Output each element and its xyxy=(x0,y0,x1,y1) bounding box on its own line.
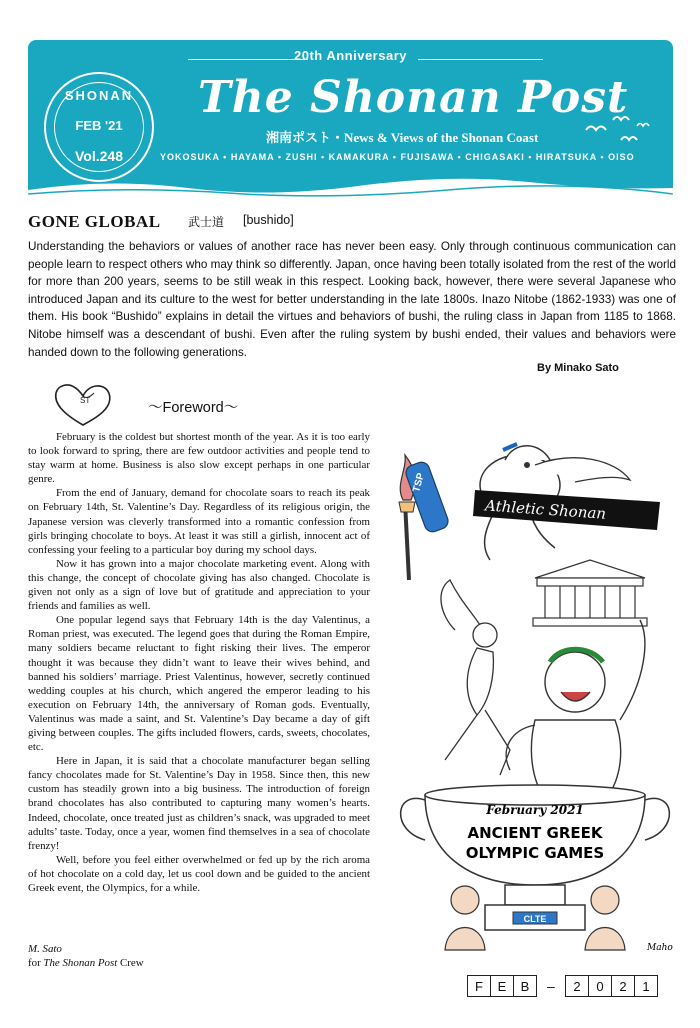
olympics-illustration xyxy=(385,430,675,970)
postmark-date: FEB '21 xyxy=(75,118,123,133)
foreword-paragraph: February is the coldest but shortest month of the year. As it is too early to look forward to spring, there are few outdoor activities and people tend to stay warm at home. Business is also slow except perhaps in one particular genre. xyxy=(28,431,370,486)
foreword-paragraph: Here in Japan, it is said that a chocolate manufacturer began selling fancy chocolates made for St. Valentine’s Day in 1958. Since then, this new custom has steadily grown into a big business. The introduction of foreign brand chocolates has also contributed to capturing many women’s hearts. Indeed, chocolate, once treated just as children’s snack, was upgraded to meet adults’ taste. Today, once a year, women find themselves in a sea of chocolate frenzy! xyxy=(28,755,370,852)
waves-decoration xyxy=(28,160,673,200)
banner-text: Athletic Shonan xyxy=(484,496,607,523)
trophy-date: February 2021 xyxy=(486,803,584,817)
heart-icon xyxy=(52,381,114,429)
date-cell: E xyxy=(490,975,514,997)
date-cell: 2 xyxy=(611,975,635,997)
date-cell: F xyxy=(467,975,491,997)
date-cell: 0 xyxy=(588,975,612,997)
trophy-line1: ANCIENT GREEK xyxy=(467,824,603,842)
postmark-region: SHONAN xyxy=(64,88,134,103)
temple-icon xyxy=(533,560,647,626)
date-cell: 1 xyxy=(634,975,658,997)
foreword-paragraph: One popular legend says that February 14th is the day Valentinus, a Roman priest, was executed. The legend goes that during the Roman Empire, many soldiers became reluctant to fight risking their lives. The emperor thought it was because they didn’t want to leave their wives behind, and banned his soldiers’ marriage. Priest Valentinus, however, secretly continued wedding couples at his church, which angered the emperor leading to his execution on February 14th, the anniversary of Roman gods. Eventually, Valentinus was made a saint, and St. Valentine’s Day became a day of gift giving between couples. The gifts included flowers, cards, sweets, chocolates, etc. xyxy=(28,614,370,754)
signature-name: M. Sato xyxy=(28,943,62,955)
foreword-paragraph: Well, before you feel either overwhelmed or fed up by the rich aroma of hot chocolate on a cold day, let us cool down and be guided to the ancient Greek event, the Olympics, for a while. xyxy=(28,853,370,894)
svg-text:ST: ST xyxy=(80,396,91,405)
section-heading: GONE GLOBAL xyxy=(28,212,161,231)
foreword-body xyxy=(28,430,370,895)
postmark-volume: Vol.248 xyxy=(75,148,123,164)
signature-paper: The Shonan Post xyxy=(43,957,118,969)
date-cell: 2 xyxy=(565,975,589,997)
trophy-badge: CLTE xyxy=(523,914,547,924)
section-kanji: 武士道 xyxy=(188,215,225,229)
newsletter-subtitle: 湘南ポスト・News & Views of the Shonan Coast xyxy=(266,130,539,145)
town-list: YOKOSUKA • HAYAMA • ZUSHI • KAMAKURA • FUJISAWA • CHIGASAKI • HIRATSUKA • OISO xyxy=(160,152,635,162)
foreword-paragraph: From the end of January, demand for chocolate soars to reach its peak on February 14th, St. Valentine’s Day. Regardless of its religious origin, the Japanese version was cleverly transformed into a romantic confession from girls bringing chocolate to boys. At least it was still a girlish, innocent act of confessing your feeling to a particular boy during my school days. xyxy=(28,487,370,556)
signature-for: for xyxy=(28,957,44,969)
issue-year-boxes xyxy=(566,975,658,997)
date-dash: – xyxy=(547,978,555,994)
athletic-banner xyxy=(473,490,660,530)
signature-credit xyxy=(28,956,144,970)
foreword-paragraph: Now it has grown into a major chocolate marketing event. Along with this change, the concept of chocolate giving has also changed. Chocolate is given not only as a sign of love but of gratitude and appreciation to your friends and families as well. xyxy=(28,557,370,613)
signature-crew: Crew xyxy=(117,957,144,969)
trophy-line2: OLYMPIC GAMES xyxy=(465,844,605,862)
intro-paragraph: Understanding the behaviors or values of another race has never been easy. Only through continuous communication can people learn to respect others who may think so differently. Japan, once having been totally isolated from the rest of the world for more than 200 years, seems to be still weak in this respect. Looking back, however, there were several Japanese who introduced Japan and its culture to the west for better understanding in the late 1800s. Inazo Nitobe (1862-1933) was one of them. His book “Bushido” explains in detail the virtues and behaviors of bushi, the ruling class in Japan from 1185 to 1868. Nitobe himself was a descendant of bushi. Even after the ruling system by bushi ended, their values and behaviors were handed down to the following generations. xyxy=(28,240,676,359)
foreword-title: ～Foreword～ xyxy=(148,400,239,416)
winged-runner-icon xyxy=(441,580,510,775)
section-romaji: [bushido] xyxy=(243,213,294,227)
anniversary-label: 20th Anniversary xyxy=(293,48,407,63)
newsletter-title: The Shonan Post xyxy=(198,72,629,123)
baton-label: TSP xyxy=(411,471,427,494)
issue-month-boxes xyxy=(468,975,537,997)
author-byline: By Minako Sato xyxy=(537,362,619,374)
date-cell: B xyxy=(513,975,537,997)
artist-signature: Maho xyxy=(647,943,673,953)
signature-block xyxy=(28,942,144,970)
seagulls-icon xyxy=(581,110,651,150)
masthead-banner xyxy=(28,40,673,200)
